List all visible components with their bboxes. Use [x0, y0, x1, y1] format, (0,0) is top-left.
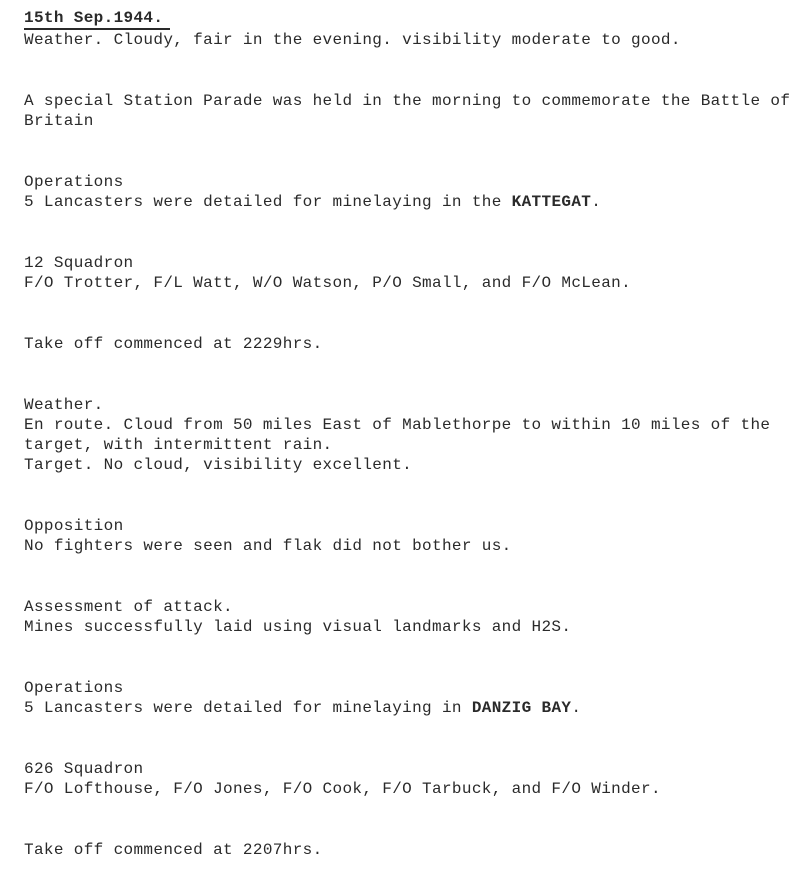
opposition-text: No fighters were seen and flak did not bother us. [24, 537, 512, 555]
weather-target-line: Target. No cloud, visibility excellent. [24, 456, 413, 474]
opposition-heading: Opposition [24, 517, 124, 535]
takeoff-second-line: Take off commenced at 2207hrs. [24, 841, 323, 859]
operations-detail-suffix: . [591, 193, 602, 211]
header-block [24, 8, 803, 50]
operations-heading: Operations [24, 173, 124, 191]
date-heading: 15th Sep.1944. [24, 8, 170, 30]
parade-line-2: Britain [24, 112, 94, 130]
parade-line-1: A special Station Parade was held in the morning to commemorate the Battle of [24, 92, 791, 110]
squadron-12-heading: 12 Squadron [24, 254, 134, 272]
squadron-12-block [24, 253, 803, 293]
operations-danzig-prefix: 5 Lancasters were detailed for minelaying in [24, 699, 472, 717]
operations-detail-prefix: 5 Lancasters were detailed for minelaying in the [24, 193, 512, 211]
operations-target-kattegat: KATTEGAT [511, 193, 592, 211]
operations-target-danzig: DANZIG BAY [471, 699, 572, 717]
operations-danzig-block [24, 678, 803, 718]
assessment-text: Mines successfully laid using visual landmarks and H2S. [24, 618, 572, 636]
operations-detail-line [24, 192, 803, 212]
assessment-heading: Assessment of attack. [24, 598, 233, 616]
station-parade-block [24, 91, 803, 131]
assessment-block [24, 597, 803, 637]
opposition-block [24, 516, 803, 556]
weather-enroute-line-2: target, with intermittent rain. [24, 436, 333, 454]
operations-danzig-detail-line [24, 698, 803, 718]
weather-report-heading: Weather. [24, 396, 104, 414]
weather-enroute-line-1: En route. Cloud from 50 miles East of Mablethorpe to within 10 miles of the [24, 416, 771, 434]
operations-danzig-suffix: . [571, 699, 582, 717]
operations-danzig-heading: Operations [24, 679, 124, 697]
takeoff-first-block [24, 334, 803, 354]
squadron-12-crews: F/O Trotter, F/L Watt, W/O Watson, P/O Small, and F/O McLean. [24, 274, 632, 292]
weather-report-block [24, 395, 803, 475]
operations-kattegat-block [24, 172, 803, 212]
takeoff-first-line: Take off commenced at 2229hrs. [24, 335, 323, 353]
squadron-626-heading: 626 Squadron [24, 760, 144, 778]
weather-summary-line: Weather. Cloudy, fair in the evening. visibility moderate to good. [24, 31, 681, 49]
date-heading-line [24, 8, 803, 30]
takeoff-second-block [24, 840, 803, 860]
squadron-626-crews: F/O Lofthouse, F/O Jones, F/O Cook, F/O Tarbuck, and F/O Winder. [24, 780, 661, 798]
squadron-626-block [24, 759, 803, 799]
